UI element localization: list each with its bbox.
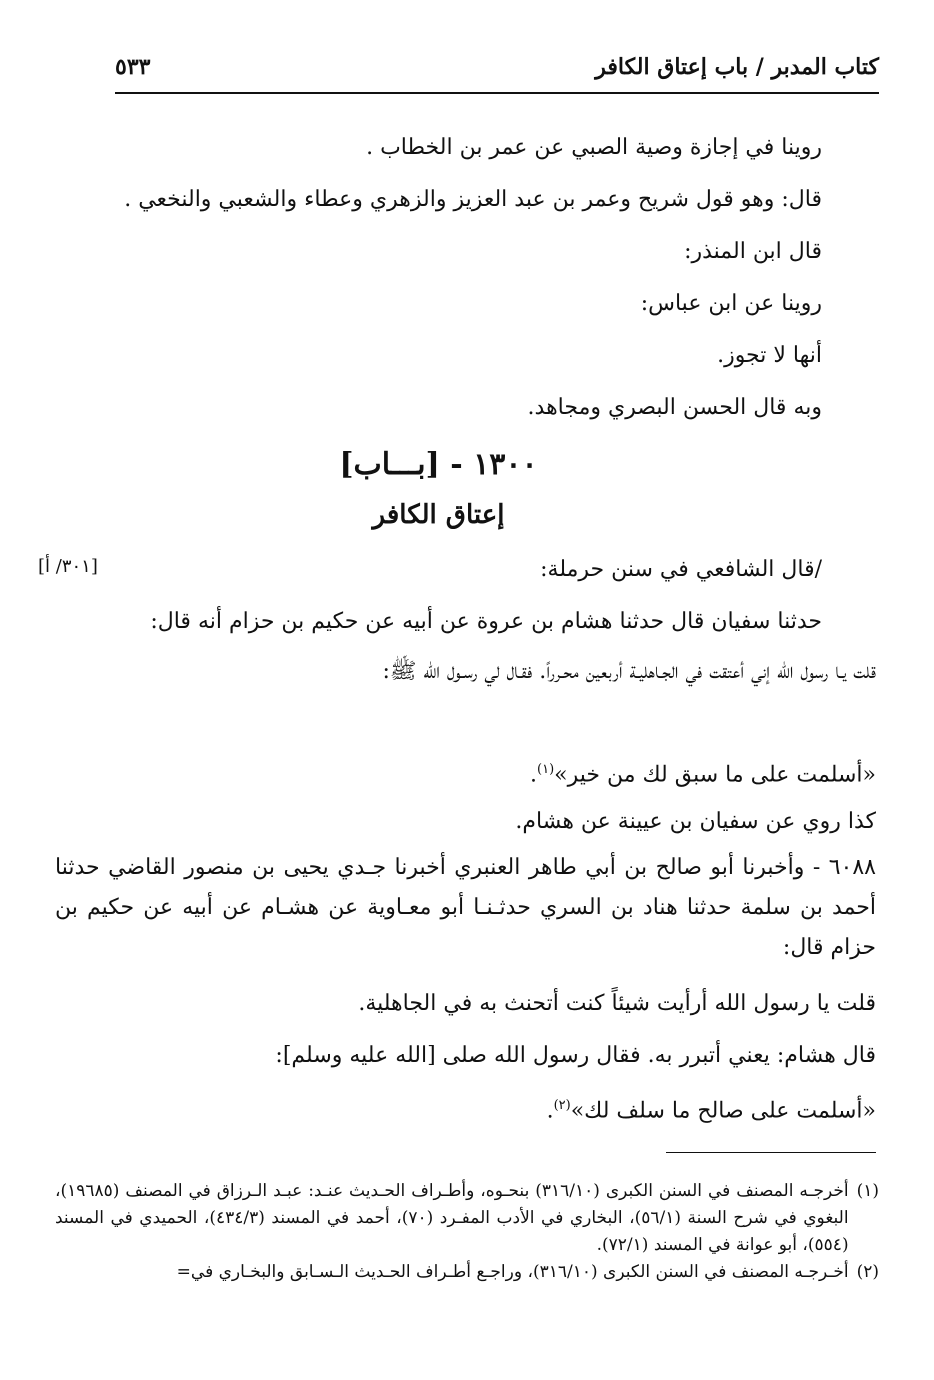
paragraph-6088: ٦٠٨٨ - وأخبرنا أبو صالح بن أبي طاهر العنبري أخبرنا جـدي يحيى بن منصور القاضي حدثنا أحمد بن سلمة حدثنا هناد بن السري حدثـنـا أبو معـاوية عن هشـام عن أبيه عن حكيم بن حزام قال: xyxy=(55,855,876,960)
chapter-title: إعتاق الكافر xyxy=(372,500,505,530)
footnote-marker: (١) xyxy=(537,762,555,777)
page-header xyxy=(115,52,879,94)
section-line: /قال الشافعي في سنن حرملة: xyxy=(540,557,822,582)
body-line: قال: وهو قول شريح وعمر بن عبد العزيز والزهري وعطاء والشعبي والنخعي . xyxy=(124,187,822,212)
body-line: وبه قال الحسن البصري ومجاهد. xyxy=(527,395,822,420)
body-line: روينا عن ابن عباس: xyxy=(640,291,822,316)
page-number: ٥٣٣ xyxy=(115,54,151,80)
full-stop: . xyxy=(546,1098,554,1124)
narration-line: كذا روي عن سفيان بن عيينة عن هشام. xyxy=(515,809,876,834)
body-line: قال ابن المنذر: xyxy=(684,239,822,264)
footnote-number: (٢) xyxy=(856,1262,879,1282)
body-line: أنها لا تجوز. xyxy=(717,343,822,368)
footnotes xyxy=(55,1178,879,1286)
footnote-item xyxy=(55,1178,879,1259)
body-text xyxy=(55,122,822,648)
footnote-divider xyxy=(666,1152,876,1153)
body-line: روينا في إجازة وصية الصبي عن عمر بن الخطاب . xyxy=(366,135,822,160)
chapter-heading xyxy=(55,440,822,540)
marginal-reference: [٣٠١/ أ] xyxy=(38,556,98,577)
footnote-item xyxy=(55,1259,879,1286)
narration-line: قلت يا رسول الله أرأيت شيئاً كنت أتحنث به في الجاهلية. xyxy=(358,991,876,1016)
footnote-marker: (٢) xyxy=(553,1098,571,1113)
hadith-text: «أسلمت على صالح ما سلف لك» xyxy=(570,1098,876,1124)
paragraph-hakim: قلت يـا رسول الله إني أعتقت في الجـاهليـة أربعين محـرراً. فقـال لي رسـول الله ﷺ: xyxy=(382,659,876,684)
hadith-text: «أسلمت على ما سبق لك من خير» xyxy=(554,762,876,788)
narration-line: قال هشام: يعني أتبرر به. فقال رسول الله صلى [الله عليه وسلم]: xyxy=(275,1043,876,1068)
footnote-text: أخرجـه المصنف في السنن الكبرى (٣١٦/١٠) بنحـوه، وأطـراف الحـديث عنـد: عبـد الـرزاق في المصنف (١٩٦٨٥)، البغوي في شرح السنة (٥٦/١)، البخاري في الأدب المفـرد (٧٠)، أحمد في المسند (٤٣٤/٣)، الحميدي في المسند (٥٥٤)، أبو عوانة في المسند (٧٢/١). xyxy=(55,1181,849,1255)
hadith-line-1 xyxy=(118,744,876,801)
running-title: كتاب المدبر / باب إعتاق الكافر xyxy=(595,54,879,80)
footnote-text: أخـرجـه المصنف في السنن الكبرى (٣١٦/١٠)، وراجـع أطـراف الحـديث الـسـابق والبخـاري في= xyxy=(176,1262,849,1282)
full-stop: . xyxy=(530,762,538,788)
hadith-line-2 xyxy=(118,1080,876,1137)
footnote-number: (١) xyxy=(856,1181,879,1201)
section-line: حدثنا سفيان قال حدثنا هشام بن عروة عن أبيه عن حكيم بن حزام أنه قال: xyxy=(150,609,822,634)
chapter-number: ١٣٠٠ - [بـــاب] xyxy=(339,447,538,482)
